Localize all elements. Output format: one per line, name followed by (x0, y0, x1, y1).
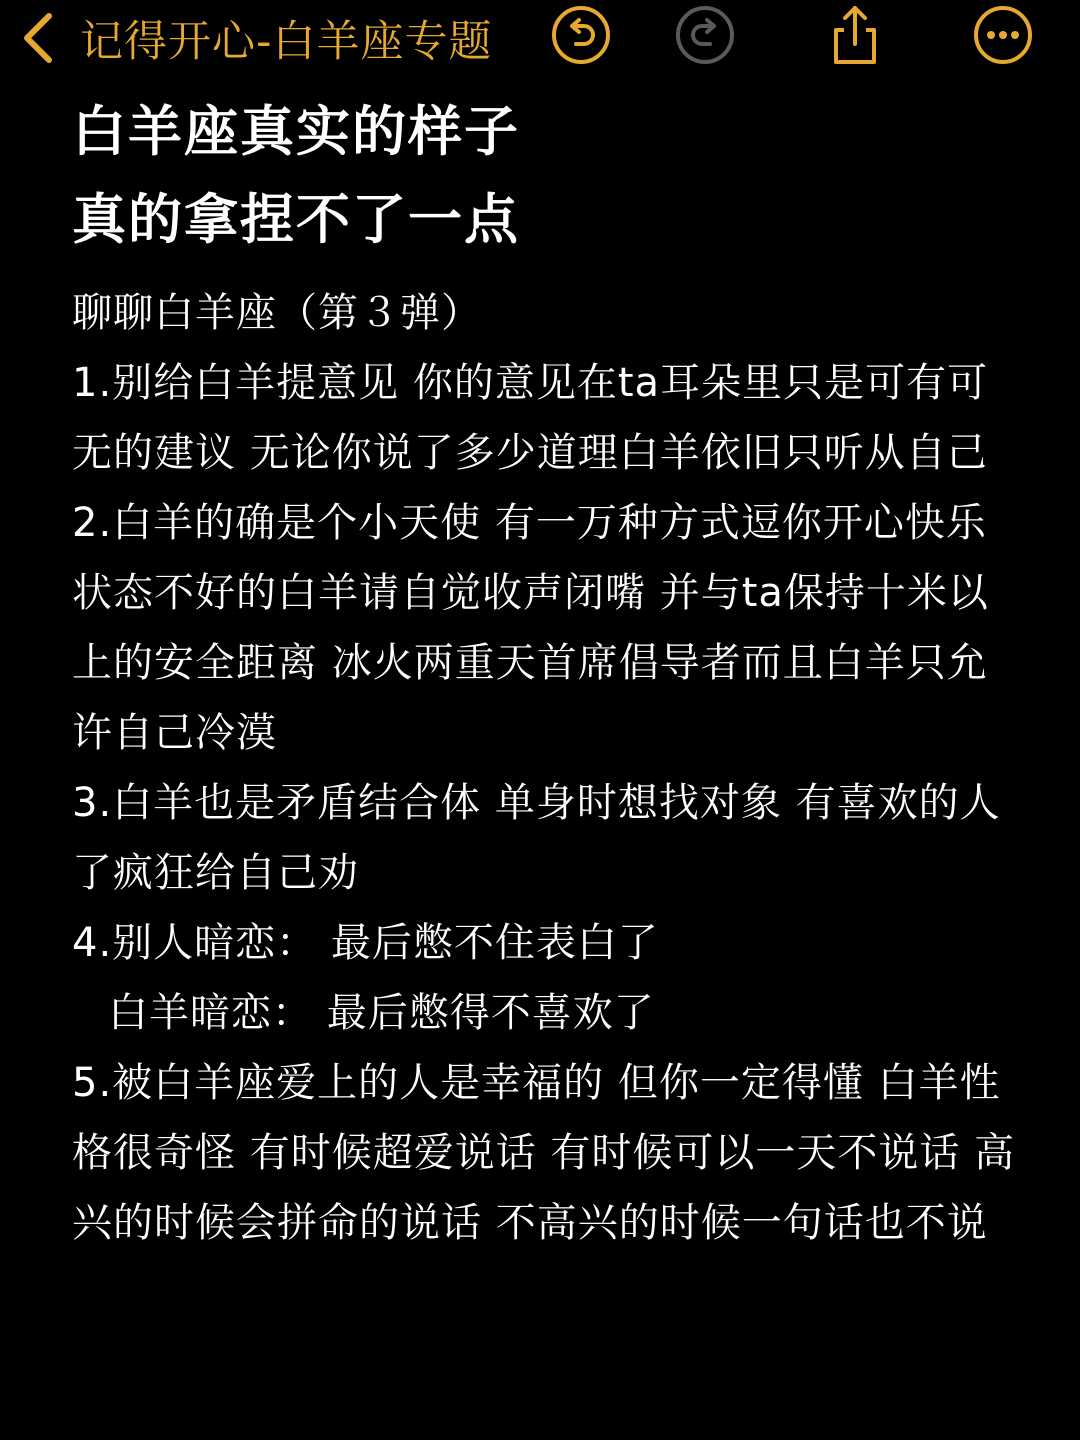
note-paragraph-5: 5.被白羊座爱上的人是幸福的 但你一定得懂 白羊性格很奇怪 有时候超爱说话 有时候可以一天不说话 高兴的时候会拼命的说话 不高兴的时候一句话也不说 (72, 1060, 1016, 1246)
note-content[interactable] (72, 88, 1022, 1258)
note-title-line-2: 真的拿捏不了一点 (72, 188, 520, 251)
note-title-line-1: 白羊座真实的样子 (72, 100, 520, 163)
notes-toolbar (0, 0, 1080, 80)
more-button[interactable] (972, 6, 1034, 68)
redo-icon (674, 4, 736, 70)
chevron-left-icon (18, 8, 58, 68)
undo-icon (550, 4, 612, 70)
note-paragraph-2: 2.白羊的确是个小天使 有一万种方式逗你开心快乐 状态不好的白羊请自觉收声闭嘴 并与ta保持十米以上的安全距离 冰火两重天首席倡导者而且白羊只允许自己冷漠 (72, 500, 989, 756)
note-body (72, 278, 1022, 1258)
undo-button[interactable] (550, 6, 612, 68)
share-button[interactable] (824, 6, 886, 68)
redo-button[interactable] (674, 6, 736, 68)
back-button[interactable] (18, 8, 493, 68)
share-icon (824, 4, 886, 70)
note-paragraph-4: 4.别人暗恋： 最后憋不住表白了 (72, 920, 659, 966)
note-paragraph-3: 3.白羊也是矛盾结合体 单身时想找对象 有喜欢的人了疯狂给自己劝 (72, 780, 1001, 896)
more-icon (972, 4, 1034, 70)
note-paragraph-1: 1.别给白羊提意见 你的意见在ta耳朵里只是可有可无的建议 无论你说了多少道理白羊依旧只听从自己 (72, 360, 989, 476)
back-title: 记得开心-白羊座专题 (80, 16, 493, 67)
note-subtitle: 聊聊白羊座（第３弹） (72, 290, 482, 336)
note-paragraph-4-continued: 白羊暗恋： 最后憋得不喜欢了 (108, 990, 655, 1036)
